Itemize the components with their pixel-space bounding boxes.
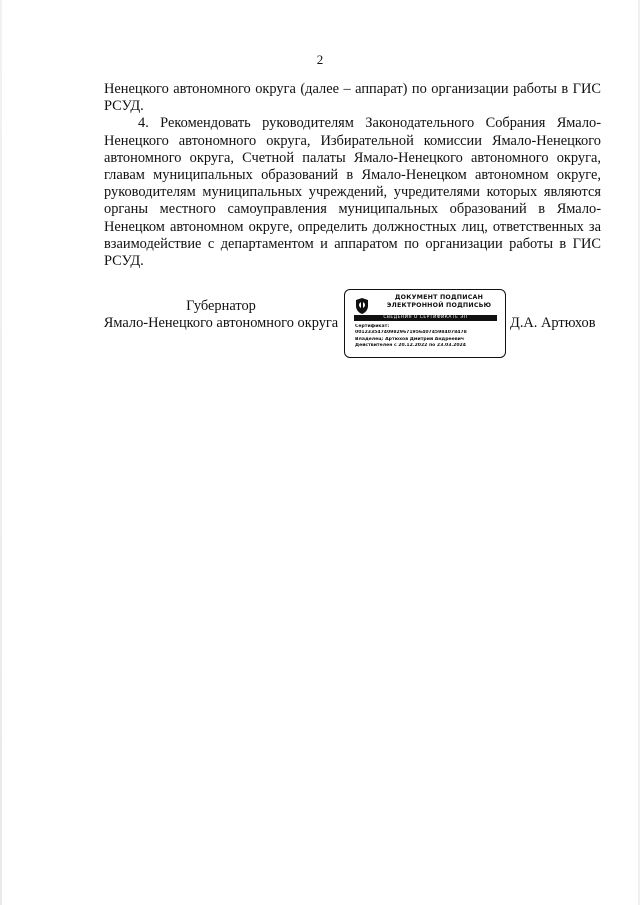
electronic-signature-stamp — [344, 289, 506, 358]
coat-of-arms-icon — [354, 297, 370, 315]
document-body — [104, 81, 601, 270]
signatory-title-line2: Ямало-Ненецкого автономного округа — [103, 315, 339, 332]
paragraph-continuation: Ненецкого автономного округа (далее – аппарат) по организации работы в ГИС РСУД. — [104, 81, 601, 115]
stamp-validity: Действителен с 20.12.2022 по 23.03.2024 — [355, 342, 466, 348]
page-number: 2 — [316, 52, 324, 67]
stamp-info-bar: СВЕДЕНИЯ О СЕРТИФИКАТЕ ЭП — [354, 315, 497, 321]
stamp-heading-line2: ЭЛЕКТРОННОЙ ПОДПИСЬЮ — [386, 302, 492, 309]
stamp-heading-line1: ДОКУМЕНТ ПОДПИСАН — [394, 294, 484, 301]
signatory-title-line1: Губернатор — [186, 298, 256, 314]
stamp-owner: Владелец: Артюхов Дмитрий Андреевич — [355, 336, 465, 342]
signature-block — [100, 294, 600, 360]
stamp-certificate-number: 00123354740982967195640745984078478 — [355, 330, 467, 336]
stamp-details — [355, 324, 501, 349]
stamp-heading — [374, 294, 504, 310]
signatory-name: Д.А. Артюхов — [510, 315, 596, 331]
stamp-certificate-label: Сертификат: — [355, 324, 390, 329]
page-edge — [0, 0, 2, 905]
paragraph-item-4: 4. Рекомендовать руководителям Законодательного Собрания Ямало-Ненецкого автономного округа, Избирательной комиссии Ямало-Ненецкого автономного округа, Счетной палаты Ямало-Ненецкого автономного округа, главам муниципальных образований в Ямало-Ненецком автономном округе, руководителям муниципальных учреждений, учредителями которых являются органы местного самоуправления муниципальных образований в Ямало-Ненецком автономном округе, определить должностных лиц, ответственных за взаимодействие с департаментом и аппаратом по организации работы в ГИС РСУД. — [104, 115, 601, 270]
signatory-title — [100, 298, 342, 332]
